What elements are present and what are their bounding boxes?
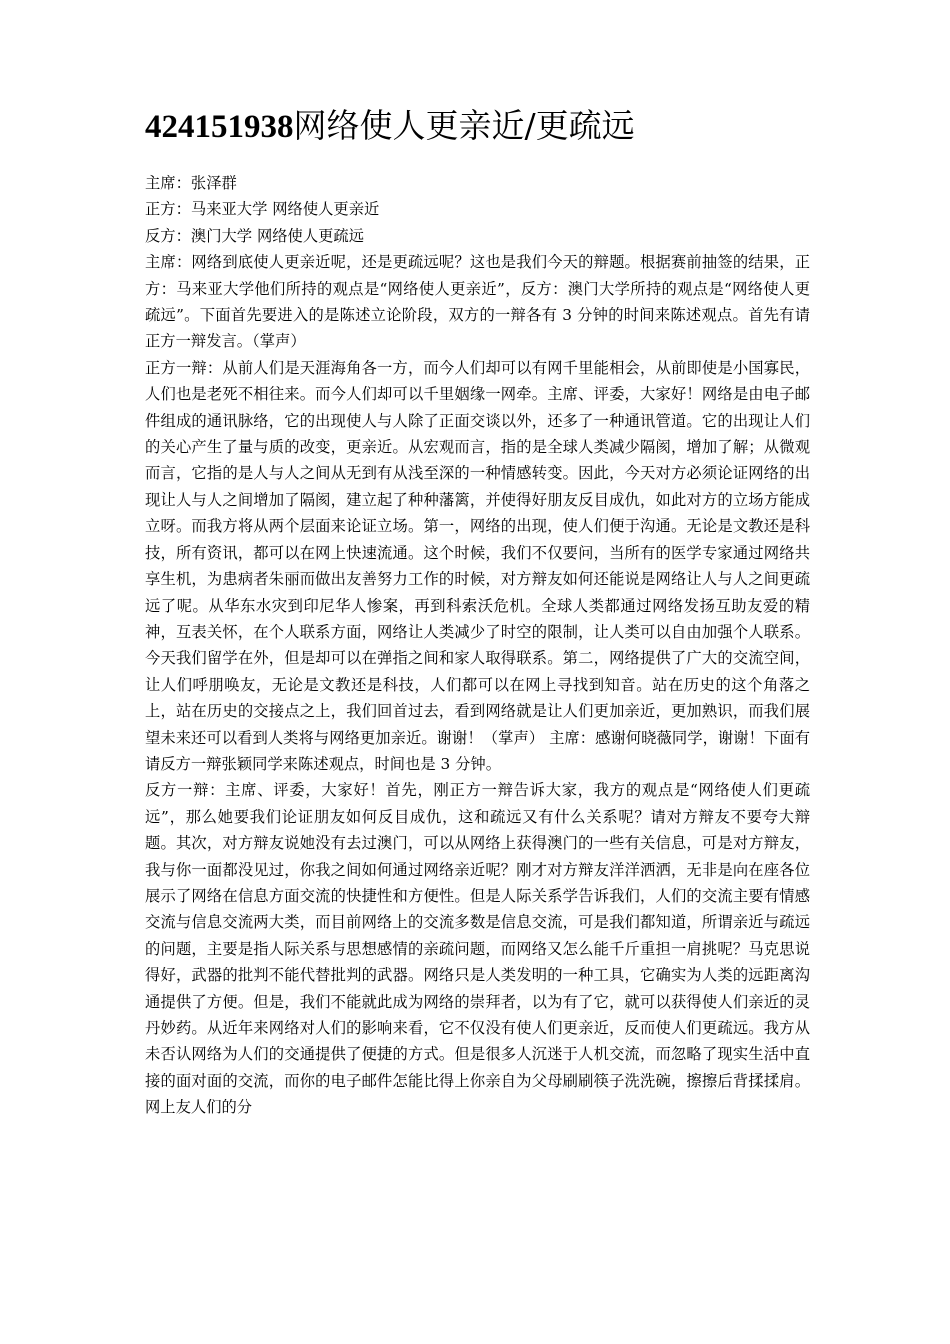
negative-line: 反方：澳门大学 网络使人更疏远: [145, 226, 365, 245]
paragraph-affirmative-first: 正方一辩：从前人们是天涯海角各一方，而今人们却可以有网千里能相会，从前即使是小国寡民，人们也是老死不相往来。而今人们却可以千里姻缘一网牵。主席、评委，大家好！网络是由电子邮件组成的通讯脉络，它的出现使人与人除了正面交谈以外，还多了一种通讯管道。它的出现让人们的关心产生了量与质的改变，更亲近。从宏观而言，指的是全球人类减少隔阂，增加了解；从微观而言，它指的是人与人之间从无到有从浅至深的一种情感转变。因此，今天对方必须论证网络的出现让人与人之间增加了隔阂，建立起了种种藩篱，并使得好朋友反目成仇，如此对方的立场方能成立呀。而我方将从两个层面来论证立场。第一，网络的出现，使人们便于沟通。无论是文教还是科技，所有资讯，都可以在网上快速流通。这个时候，我们不仅要问，当所有的医学专家通过网络共享生机，为患病者朱丽而做出友善努力工作的时候，对方辩友如何还能说是网络让人与人之间更疏远了呢。从华东水灾到印尼华人惨案，再到科索沃危机。全球人类都通过网络发扬互助友爱的精神，互表关怀，在个人联系方面，网络让人类减少了时空的限制，让人类可以自由加强个人联系。今天我们留学在外，但是却可以在弹指之间和家人取得联系。第二，网络提供了广大的交流空间，让人们呼朋唤友，无论是文教还是科技，人们都可以在网上寻找到知音。站在历史的这个角落之上，站在历史的交接点之上，我们回首过去，看到网络就是让人们更加亲近，更加熟识，而我们展望未来还可以看到人类将与网络更加亲近。谢谢！（掌声） 主席：感谢何晓薇同学，谢谢！下面有请反方一辩张颖同学来陈述观点，时间也是 3 分钟。: [145, 358, 810, 773]
document-page: [145, 0, 810, 1121]
title-number: 424151938: [145, 109, 294, 145]
chair-line: 主席：张泽群: [145, 174, 237, 192]
affirmative-line: 正方：马来亚大学 网络使人更亲近: [145, 200, 380, 219]
paragraph-chair-intro: 主席：网络到底使人更亲近呢，还是更疏远呢？这也是我们今天的辩题。根据赛前抽签的结果，正方：马来亚大学他们所持的观点是“网络使人更亲近”，反方：澳门大学所持的观点是“网络使人更疏远”。下面首先要进入的是陈述立论阶段，双方的一辩各有 3 分钟的时间来陈述观点。首先有请正方一辩发言。（掌声）: [145, 253, 810, 351]
paragraph-negative-first: 反方一辩：主席、评委，大家好！首先，刚正方一辩告诉大家，我方的观点是“网络使人们更疏远”，那么她要我们论证朋友如何反目成仇，这和疏远又有什么关系呢？请对方辩友不要夸大辩题。其次，对方辩友说她没有去过澳门，可以从网络上获得澳门的一些有关信息，可是对方辩友，我与你一面都没见过，你我之间如何通过网络亲近呢？刚才对方辩友洋洋洒洒，无非是向在座各位展示了网络在信息方面交流的快捷性和方便性。但是人际关系学告诉我们，人们的交流主要有情感交流与信息交流两大类，而目前网络上的交流多数是信息交流，可是我们都知道，所谓亲近与疏远的问题，主要是指人际关系与思想感情的亲疏问题，而网络又怎么能千斤重担一肩挑呢？马克思说得好，武器的批判不能代替批判的武器。网络只是人类发明的一种工具，它确实为人类的远距离沟通提供了方便。但是，我们不能就此成为网络的崇拜者，以为有了它，就可以获得使人们亲近的灵丹妙药。从近年来网络对人们的影响来看，它不仅没有使人们更亲近，反而使人们更疏远。我方从未否认网络为人们的交通提供了便捷的方式。但是很多人沉迷于人机交流，而忽略了现实生活中直接的面对面的交流，而你的电子邮件怎能比得上你亲自为父母刷刷筷子洗洗碗，擦擦后背揉揉肩。网上友人们的分: [145, 781, 810, 1117]
document-title: [145, 0, 810, 170]
document-body: [145, 170, 810, 1121]
title-text: 网络使人更亲近/更疏远: [293, 106, 635, 145]
